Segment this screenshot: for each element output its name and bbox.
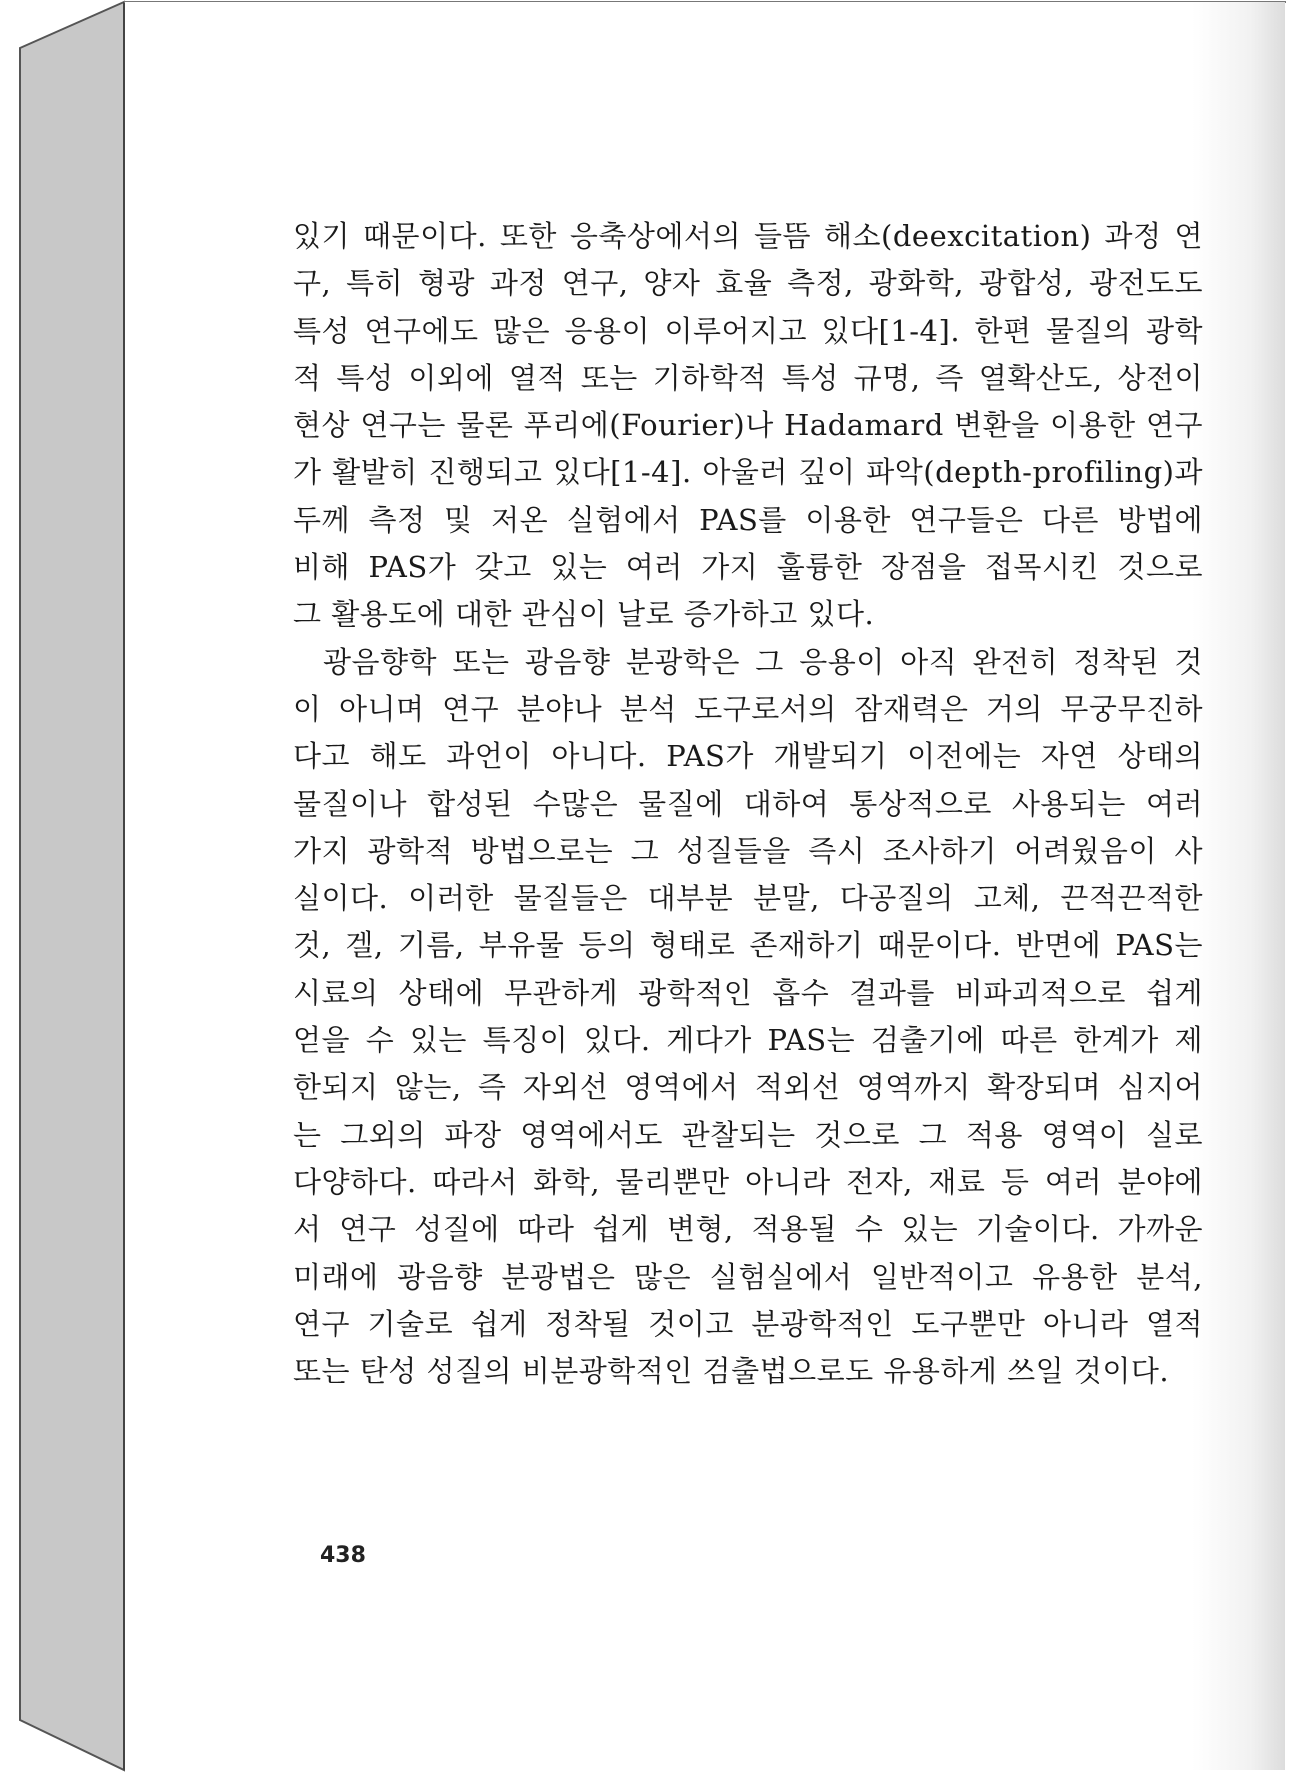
- text-line: 시료의 상태에 무관하게 광학적인 흡수 결과를 비파괴적으로 쉽게: [293, 975, 1203, 1010]
- text-line: 구, 특히 형광 과정 연구, 양자 효율 측정, 광화학, 광합성, 광전도도: [293, 266, 1203, 301]
- text-line: 가 활발히 진행되고 있다[1-4]. 아울러 깊이 파악(depth-profiling)과: [293, 455, 1203, 490]
- text-line: 비해 PAS가 갖고 있는 여러 가지 훌륭한 장점을 접목시킨 것으로: [293, 550, 1203, 585]
- text-line: 광음향학 또는 광음향 분광학은 그 응용이 아직 완전히 정착된 것: [323, 644, 1203, 679]
- text-line: 현상 연구는 물론 푸리에(Fourier)나 Hadamard 변환을 이용한 연구: [293, 408, 1203, 443]
- text-line: 는 그외의 파장 영역에서도 관찰되는 것으로 그 적용 영역이 실로: [293, 1117, 1203, 1152]
- text-line: 서 연구 성질에 따라 쉽게 변형, 적용될 수 있는 기술이다. 가까운: [293, 1212, 1203, 1247]
- text-line: 다양하다. 따라서 화학, 물리뿐만 아니라 전자, 재료 등 여러 분야에: [293, 1164, 1203, 1199]
- text-line: 얻을 수 있는 특징이 있다. 게다가 PAS는 검출기에 따른 한계가 제: [293, 1023, 1203, 1058]
- text-line: 그 활용도에 대한 관심이 날로 증가하고 있다.: [293, 597, 875, 632]
- text-line: 물질이나 합성된 수많은 물질에 대하여 통상적으로 사용되는 여러: [293, 786, 1203, 821]
- text-line: 이 아니며 연구 분야나 분석 도구로서의 잠재력은 거의 무궁무진하: [293, 691, 1203, 726]
- text-line: 있기 때문이다. 또한 응축상에서의 들뜸 해소(deexcitation) 과정 연: [293, 219, 1203, 253]
- text-line: 두께 측정 및 저온 실험에서 PAS를 이용한 연구들은 다른 방법에: [293, 502, 1203, 537]
- text-line: 또는 탄성 성질의 비분광학적인 검출법으로도 유용하게 쓰일 것이다.: [293, 1354, 1170, 1389]
- text-line: 미래에 광음향 분광법은 많은 실험실에서 일반적이고 유용한 분석,: [293, 1259, 1203, 1294]
- text-line: 가지 광학적 방법으로는 그 성질들을 즉시 조사하기 어려웠음이 사: [293, 833, 1203, 868]
- text-line: 한되지 않는, 즉 자외선 영역에서 적외선 영역까지 확장되며 심지어: [293, 1070, 1203, 1105]
- body-text: [293, 213, 1203, 1395]
- text-line: 특성 연구에도 많은 응용이 이루어지고 있다[1-4]. 한편 물질의 광학: [293, 313, 1203, 348]
- book-spine: [20, 2, 124, 1770]
- book-page: [125, 2, 1285, 1770]
- text-line: 다고 해도 과언이 아니다. PAS가 개발되기 이전에는 자연 상태의: [293, 739, 1203, 774]
- paragraph: [293, 639, 1203, 1396]
- text-line: 실이다. 이러한 물질들은 대부분 분말, 다공질의 고체, 끈적끈적한: [293, 881, 1203, 916]
- page-number: 438: [320, 1543, 366, 1568]
- text-line: 것, 겔, 기름, 부유물 등의 형태로 존재하기 때문이다. 반면에 PAS는: [293, 928, 1203, 963]
- text-line: 연구 기술로 쉽게 정착될 것이고 분광학적인 도구뿐만 아니라 열적: [293, 1306, 1203, 1341]
- paragraph: [293, 213, 1203, 639]
- text-line: 적 특성 이외에 열적 또는 기하학적 특성 규명, 즉 열확산도, 상전이: [293, 360, 1203, 395]
